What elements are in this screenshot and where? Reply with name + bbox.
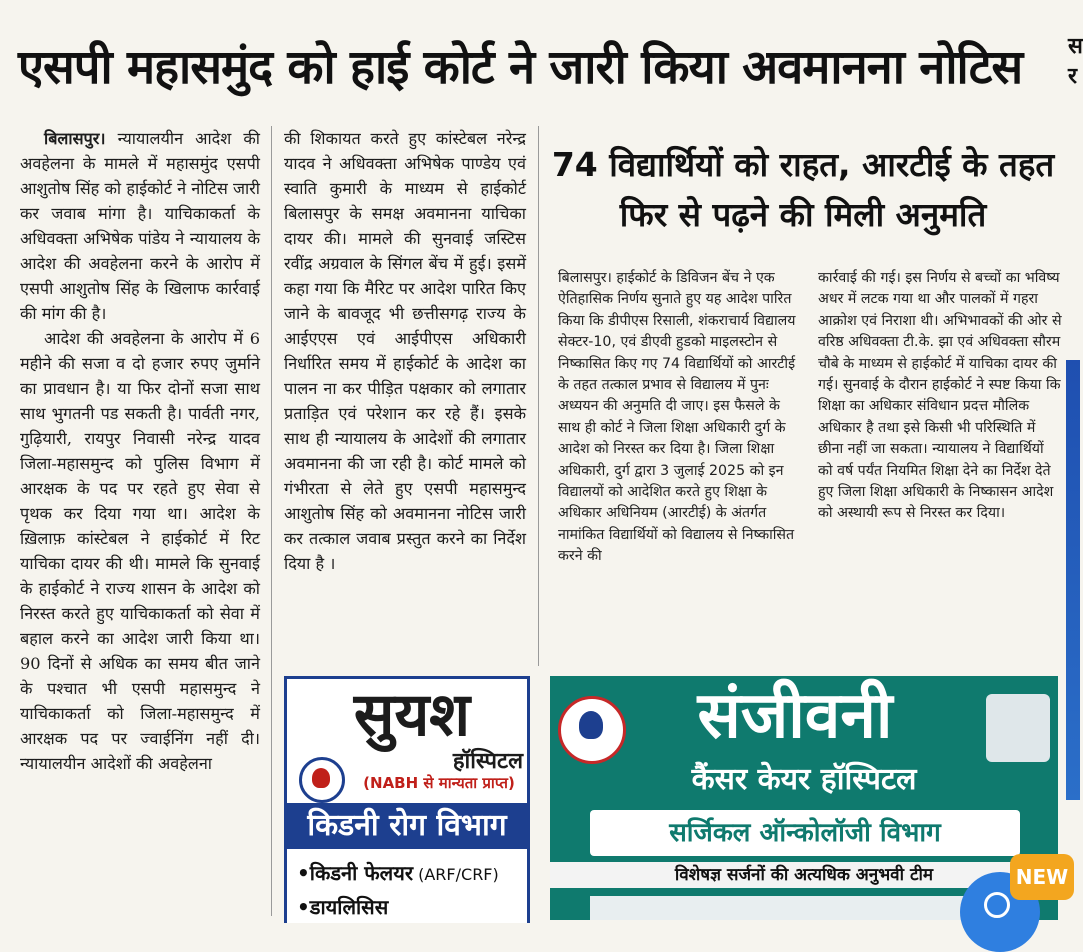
new-badge[interactable]: NEW [1010, 854, 1074, 900]
nabh-prefix: (NABH [363, 774, 419, 792]
adjacent-headline-fragment: स र [1068, 34, 1083, 89]
suyash-nabh-label [353, 773, 525, 793]
sanjivani-ad-name: संजीवनी [697, 679, 893, 753]
story1-column-2 [284, 126, 526, 576]
column-divider [538, 126, 539, 666]
suyash-department: किडनी रोग विभाग [287, 803, 527, 849]
adjacent-ad-strip [1066, 360, 1080, 800]
suyash-logo-icon [299, 757, 345, 803]
sanjivani-department: सर्जिकल ऑन्कोलॉजी विभाग [590, 810, 1020, 856]
story1-paragraph-3: की शिकायत करते हुए कांस्टेबल नरेन्द्र यादव ने अधिवक्ता अभिषेक पाण्डेय एवं स्वाति कुमारी के माध्यम से हाईकोर्ट बिलासपुर के समक्ष अवमानना याचिका दायर की। मामले की सुनवाई जस्टिस रवींद्र अग्रवाल के सिंगल बेंच में हुई। इसमें कहा गया कि मैरिट पर आदेश पारित किए जाने के बावजूद भी छत्तीसगढ़ राज्य के आईएएस एवं आईपीएस अधिकारी निर्धारित समय में हाईकोर्ट के आदेश का पालन ना कर पीड़ित पक्षकार को लगातार प्रताड़ित एवं परेशान कर रहे हैं। इसके साथ ही न्यायालय के आदेशों की लगातार अवमानना की जा रही है। कोर्ट मामले को गंभीरता से लेते हुए एसपी महासमुन्द आशुतोष सिंह को अवमानना नोटिस जारी कर तत्काल जवाब प्रस्तुत करने का निर्देश दिया है । [284, 129, 526, 573]
item-1-label: •किडनी फेलयर [297, 861, 414, 885]
suyash-hospital-ad[interactable] [284, 676, 530, 923]
suyash-ad-sub: हॉस्पिटल [452, 749, 523, 774]
sanjivani-logo-icon [558, 696, 626, 764]
award-icon [986, 694, 1050, 762]
dateline: बिलासपुर। [44, 129, 106, 148]
story2-column-2: कार्रवाई की गई। इस निर्णय से बच्चों का भविष्य अधर में लटक गया था और पालकों में गहरा आक्रोश एवं निराशा थी। अभिभावकों की ओर से वरिष्ठ अधिवक्ता टी.के. झा एवं अधिवक्ता सौरम चौबे के माध्यम से हाईकोर्ट में याचिका दायर की गई। सुनवाई के दौरान हाईकोर्ट ने स्पष्ट किया कि शिक्षा का अधिकार संविधान प्रदत्त मौलिक अधिकार है तथा इसे किसी भी परिस्थिति में छीना नहीं जा सकता। न्यायालय ने विद्यार्थियों को वर्ष पर्यंत नियमित शिक्षा देने का निर्देश देते हुए जिला शिक्षा अधिकारी के निष्कासन आदेश को अस्थायी रूप से निरस्त कर दिया। [818, 270, 1062, 522]
story1-paragraph-2: आदेश की अवहेलना के आरोप में 6 महीने की सजा व दो हजार रुपए जुर्माने का प्रावधान है। या फिर दोनों सजा साथ साथ भुगतनी पड सकती है। पार्वती नगर, गुढ़ियारी, रायपुर निवासी नरेन्द्र यादव जिला-महासमुन्द को पुलिस विभाग में आरक्षक के पद पर रहते हुए सेवा से पृथक कर दिया गया था। आदेश के ख़िलाफ़ कांस्टेबल ने हाईकोर्ट में रिट याचिका दायर की थी। मामले कि सुनवाई के हाईकोर्ट ने राज्य शासन के आदेश को निरस्त करते हुए याचिकाकर्ता को सेवा में बहाल करने का आदेश जारी किया था। 90 दिनों से अधिक का समय बीत जाने के पश्चात भी एसपी महासमुन्द ने याचिकाकर्ता को जिला-महासमुन्द में आरक्षक पद पर ज्वाईनिंग नहीं दी। न्यायालयीन आदेशों की अवहेलना [20, 329, 260, 773]
nabh-suffix: से मान्यता प्राप्त) [418, 774, 515, 792]
story1-column-1 [20, 126, 260, 776]
sanjivani-tagline: विशेषज्ञ सर्जनों की अत्यधिक अनुभवी टीम [550, 862, 1058, 888]
doctor-photos [590, 896, 1010, 920]
suyash-ad-name: सुयश [353, 680, 471, 750]
item-1-abbr: (ARF/CRF) [413, 865, 499, 884]
story1-paragraph-1: न्यायालयीन आदेश की अवहेलना के मामले में महासमुंद एसपी आशुतोष सिंह को हाईकोर्ट ने नोटिस जारी कर जवाब मांगा है। याचिकाकर्ता के अधिवक्ता अभिषेक पांडेय ने न्यायालय के आदेश की अवहेलना करने के आरोप में एसपी आशुतोष सिंह के खिलाफ कार्रवाई की मांग की है। [20, 129, 260, 323]
sanjivani-ad-sub: कैंसर केयर हॉस्पिटल [691, 762, 917, 797]
suyash-item-2: •डायलिसिस [297, 895, 389, 919]
story2-column-1: बिलासपुर। हाईकोर्ट के डिविजन बेंच ने एक ऐतिहासिक निर्णय सुनाते हुए यह आदेश पारित किया कि डीपीएस रिसाली, शंकराचार्य विद्यालय सेक्टर-10, एवं डीएवी हुडको माइलस्टोन से निष्कासित किए गए 74 विद्यार्थियों को आरटीई के तहत तत्काल प्रभाव से विद्यालय में पुनः अध्ययन की अनुमति दी जाए। इस फैसले के साथ ही कोर्ट ने जिला शिक्षा अधिकारी दुर्ग के आदेश को निरस्त कर दिया है। जिला शिक्षा अधिकारी, दुर्ग द्वारा 3 जुलाई 2025 को इन विद्यालयों को आदेशित करते हुए शिक्षा के अधिकार अधिनियम (आरटीई) के अंतर्गत नामांकित विद्यार्थियों को विद्यालय से निष्कासित करने की [558, 270, 796, 565]
column-divider [271, 126, 272, 916]
story2-headline: 74 विद्यार्थियों को राहत, आरटीई के तहत फिर से पढ़ने की मिली अनुमति [551, 145, 1055, 234]
suyash-item-1 [297, 859, 523, 886]
main-headline: एसपी महासमुंद को हाई कोर्ट ने जारी किया अवमानना नोटिस [18, 40, 1023, 95]
